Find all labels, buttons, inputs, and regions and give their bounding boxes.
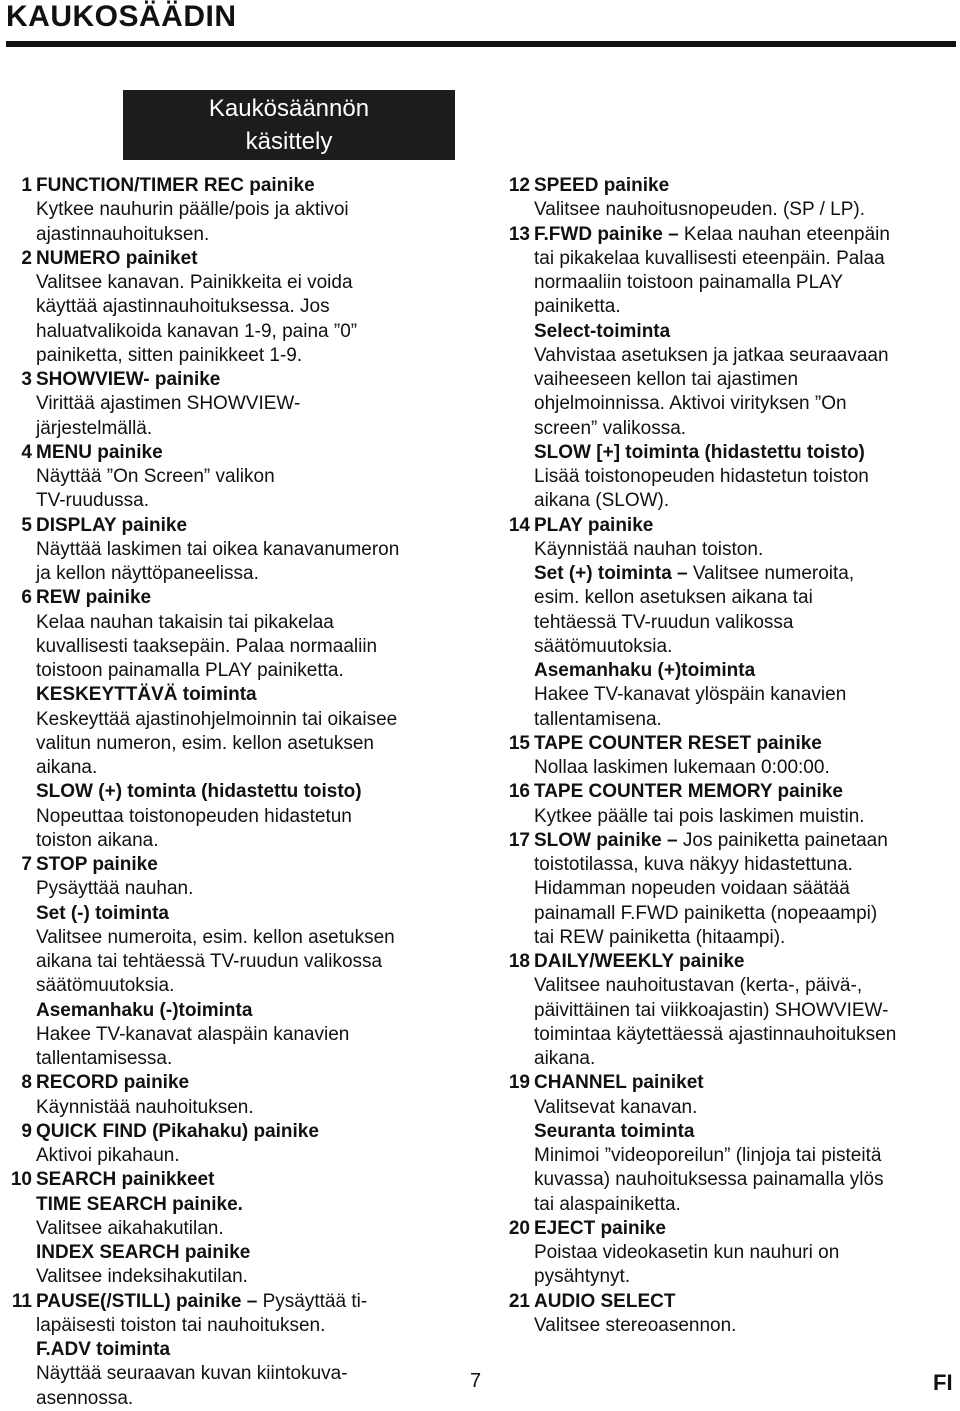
item-body [534,1071,954,1217]
body-text: Valitsee nauhoitusnopeuden. (SP / LP). [534,199,865,221]
item-text [534,805,954,829]
item-heading [534,1217,954,1241]
body-text: Valitsee kanavan. Painikkeita ei voida [36,272,353,293]
item-number: 7 [21,854,32,875]
item-text [36,1362,466,1386]
item-text [36,320,466,344]
item-text [534,1265,954,1289]
item-text [36,223,466,247]
item-body [36,1290,466,1411]
list-item [6,174,466,247]
heading-text: Asemanhaku (+)toiminta [534,660,756,681]
item-text [36,1387,466,1411]
item-text [534,1096,954,1120]
item-number: 9 [21,1120,32,1142]
item-heading [534,829,954,853]
item-text [534,271,954,295]
item-number: 15 [508,732,530,754]
section-heading-line-2: käsittely [245,128,333,155]
heading-text: FUNCTION/TIMER REC painike [36,175,315,196]
heading-text: NUMERO painiket [36,247,198,269]
item-number: 4 [21,441,32,463]
heading-text: TIME SEARCH painike. [36,1193,243,1215]
heading-text: Seuranta toiminta [534,1120,695,1142]
item-text [36,489,466,513]
body-text: Aktivoi pikahaun. [36,1145,180,1166]
body-text: Kytkee päälle tai pois laskimen muistin. [534,805,865,827]
item-body [534,829,954,950]
item-text [36,829,466,853]
item-text [534,853,954,877]
heading-text: EJECT painike [534,1217,666,1239]
body-text: toistotilassa, kuva näkyy hidastettuna. [534,854,853,875]
item-text [36,392,466,416]
body-text: Valitsee aikahakutilan. [36,1217,224,1239]
item-body [534,780,954,829]
item-text [36,465,466,489]
list-item [504,223,954,514]
item-heading [36,514,466,538]
body-text: järjestelmällä. [36,417,153,439]
body-text: screen” valikossa. [534,417,687,439]
body-text: painamall F.FWD painiketta (nopeaampi) [534,902,878,924]
item-body [534,1217,954,1290]
body-text: kuvallisesti taaksepäin. Palaa normaaliin [36,635,378,657]
item-heading [534,320,954,344]
body-text: painiketta. [534,296,621,318]
item-text [36,732,466,756]
body-text: aikana. [534,1048,596,1069]
item-number: 14 [508,514,530,536]
heading-text: REW painike [36,587,152,609]
body-text: Valitsee indeksihakutilan. [36,1266,248,1288]
heading-text: STOP painike [36,854,158,875]
body-text: normaaliin toistoon painamalla PLAY [534,272,844,293]
item-text [534,926,954,950]
item-text [36,1096,466,1120]
item-text [534,1241,954,1265]
item-text [36,635,466,659]
item-heading [534,1120,954,1144]
body-text: aikana tai tehtäessä TV-ruudun valikossa [36,951,383,972]
item-body [36,1168,466,1289]
item-number: 18 [508,951,530,972]
body-text: Käynnistää nauhan toiston. [534,538,764,560]
item-text [534,902,954,926]
item-number: 19 [508,1072,530,1094]
item-heading [534,732,954,756]
item-heading [36,1120,466,1144]
page-number: 7 [470,1370,482,1392]
item-text [534,611,954,635]
list-item [6,514,466,587]
body-text: tai alaspainiketta. [534,1193,681,1215]
item-text [36,562,466,586]
body-text: vaiheeseen kellon tai ajastimen [534,369,799,390]
item-text [36,926,466,950]
heading-text: PLAY painike [534,514,654,536]
body-text: Kelaa nauhan eteenpäin [678,223,890,245]
item-heading [534,562,954,586]
item-text [534,756,954,780]
heading-text: SHOWVIEW- painike [36,369,221,390]
item-text [534,465,954,489]
item-text [534,368,954,392]
body-text: aikana (SLOW). [534,490,670,512]
list-item [504,732,954,781]
item-body [36,368,466,441]
item-number: 17 [508,829,530,851]
body-text: Hakee TV-kanavat ylöspäin kanavien [534,684,847,706]
item-heading [534,514,954,538]
item-text [36,1217,466,1241]
item-body [36,853,466,1071]
body-text: Nopeuttaa toistonopeuden hidastetun [36,805,352,827]
heading-text: AUDIO SELECT [534,1290,676,1312]
item-text [36,877,466,901]
item-heading [534,950,954,974]
list-item [6,1290,466,1411]
item-text [36,756,466,780]
body-text: tallentamisessa. [36,1048,173,1069]
heading-text: Set (+) toiminta – [534,563,688,584]
item-body [534,950,954,1071]
list-item [6,441,466,514]
body-text: Hidamman nopeuden voidaan säätää [534,878,850,900]
body-text: Käynnistää nauhoituksen. [36,1096,254,1118]
item-body [534,732,954,781]
item-text [36,1047,466,1071]
item-number: 16 [508,781,530,803]
item-heading [36,247,466,271]
item-heading [36,780,466,804]
heading-text: SEARCH painikkeet [36,1169,215,1191]
list-item [504,829,954,950]
item-text [534,1023,954,1047]
body-text: Minimoi ”videoporeilun” (linjoja tai pisteitä [534,1145,882,1166]
list-item [6,1168,466,1289]
heading-text: DAILY/WEEKLY painike [534,951,745,972]
list-item [504,1290,954,1339]
body-text: pysähtynyt. [534,1266,631,1288]
body-text: Näyttää laskimen tai oikea kanavanumeron [36,538,400,560]
heading-text: SLOW painike – [534,829,678,851]
item-number: 10 [10,1169,32,1191]
right-column [504,174,954,1338]
body-text: asennossa. [36,1387,134,1409]
item-heading [534,1290,954,1314]
item-text [534,295,954,319]
item-text [534,586,954,610]
heading-text: DISPLAY painike [36,514,188,536]
page-title: KAUKOSÄÄDIN [6,0,237,33]
item-heading [534,1071,954,1095]
body-text: päivittäinen tai viikkoajastin) SHOWVIEW- [534,999,889,1021]
item-text [534,198,954,222]
item-text [36,271,466,295]
body-text: Poistaa videokasetin kun nauhuri on [534,1242,840,1263]
item-text [534,974,954,998]
item-text [534,1168,954,1192]
item-body [534,514,954,732]
item-text [36,805,466,829]
body-text: Valitsee numeroita, esim. kellon asetuksen [36,926,395,948]
item-heading [36,902,466,926]
item-heading [534,441,954,465]
item-body [36,514,466,587]
heading-text: KESKEYTTÄVÄ toiminta [36,684,257,706]
list-item [6,853,466,1071]
body-text: toimintaa käytettäessä ajastinnauhoituksen [534,1023,897,1045]
item-text [534,538,954,562]
item-text [534,417,954,441]
item-text [36,708,466,732]
item-number: 2 [21,247,32,269]
item-text [534,1144,954,1168]
heading-text: MENU painike [36,441,163,463]
body-text: tehtäessä TV-ruudun valikossa [534,611,794,633]
item-heading [36,368,466,392]
body-text: säätömuutoksia. [36,975,175,997]
item-heading [36,853,466,877]
list-item [6,247,466,368]
body-text: TV-ruudussa. [36,490,149,512]
body-text: Valitsee numeroita, [687,563,855,584]
body-text: tai pikakelaa kuvallisesti eteenpäin. Palaa [534,247,885,269]
item-heading [36,999,466,1023]
item-body [36,1071,466,1120]
left-column [6,174,466,1411]
body-text: kuvassa) nauhoituksessa painamalla ylös [534,1169,884,1191]
item-heading [36,441,466,465]
body-text: Lisää toistonopeuden hidastetun toiston [534,466,869,487]
list-item [6,586,466,853]
item-text [534,1314,954,1338]
item-heading [534,659,954,683]
body-text: ja kellon näyttöpaneelissa. [36,563,259,584]
item-text [36,1265,466,1289]
list-item [504,514,954,732]
body-text: Pysäyttää ti- [257,1290,368,1312]
item-heading [36,1338,466,1362]
item-text [36,950,466,974]
body-text: Kytkee nauhurin päälle/pois ja aktivoi [36,199,349,221]
item-text [36,1314,466,1338]
item-text [534,708,954,732]
item-heading [36,1290,466,1314]
body-text: Valitsee stereoasennon. [534,1314,737,1336]
item-text [534,635,954,659]
item-number: 8 [21,1072,32,1094]
body-text: Hakee TV-kanavat alaspäin kanavien [36,1023,350,1045]
item-body [36,441,466,514]
item-text [534,344,954,368]
item-text [36,1023,466,1047]
heading-text: CHANNEL painiket [534,1072,704,1094]
list-item [6,1120,466,1169]
item-number: 1 [21,175,32,196]
item-text [534,392,954,416]
heading-text: RECORD painike [36,1072,190,1094]
body-text: toiston aikana. [36,829,159,851]
heading-text: Asemanhaku (-)toiminta [36,999,253,1021]
heading-text: PAUSE(/STILL) painike – [36,1290,258,1312]
heading-text: SPEED painike [534,175,670,196]
item-text [534,1047,954,1071]
item-number: 6 [21,587,32,609]
item-text [534,877,954,901]
body-text: Virittää ajastimen SHOWVIEW- [36,393,301,415]
body-text: Näyttää ”On Screen” valikon [36,466,275,487]
item-heading [534,174,954,198]
body-text: Valitsee nauhoitustavan (kerta-, päivä-, [534,975,863,997]
item-text [36,974,466,998]
body-text: Kelaa nauhan takaisin tai pikakelaa [36,611,334,633]
body-text: painiketta, sitten painikkeet 1-9. [36,344,303,366]
heading-text: Set (-) toiminta [36,902,169,924]
body-text: ohjelmoinnissa. Aktivoi virityksen ”On [534,393,847,415]
item-heading [36,174,466,198]
body-text: toistoon painamalla PLAY painiketta. [36,660,344,681]
body-text: valitun numeron, esim. kellon asetuksen [36,732,374,754]
item-body [534,223,954,514]
item-heading [36,1071,466,1095]
heading-text: SLOW (+) tominta (hidastettu toisto) [36,781,362,803]
item-text [36,198,466,222]
item-number: 12 [508,175,530,196]
item-number: 21 [508,1290,530,1312]
body-text: lapäisesti toiston tai nauhoituksen. [36,1314,326,1336]
item-text [534,1193,954,1217]
body-text: Valitsevat kanavan. [534,1096,698,1118]
heading-text: TAPE COUNTER MEMORY painike [534,781,843,803]
item-number: 11 [11,1290,32,1312]
item-text [36,1144,466,1168]
list-item [504,174,954,223]
item-body [36,586,466,853]
item-body [36,174,466,247]
item-text [36,659,466,683]
item-number: 3 [21,369,32,390]
body-text: Vahvistaa asetuksen ja jatkaa seuraavaan [534,344,889,366]
body-text: ajastinnauhoituksen. [36,223,210,245]
item-text [534,489,954,513]
heading-text: SLOW [+] toiminta (hidastettu toisto) [534,441,865,463]
item-text [534,683,954,707]
body-text: tai REW painiketta (hitaampi). [534,926,786,948]
item-text [36,538,466,562]
item-heading [534,223,954,247]
list-item [504,950,954,1071]
item-body [534,174,954,223]
item-text [36,417,466,441]
item-heading [534,780,954,804]
list-item [504,780,954,829]
list-item [6,1071,466,1120]
section-heading-line-1: Kaukösäännön [208,95,370,122]
body-text: Nollaa laskimen lukemaan 0:00:00. [534,757,830,778]
body-text: aikana. [36,757,98,778]
heading-text: F.FWD painike – [534,223,679,245]
item-number: 13 [508,223,530,245]
body-text: tallentamisena. [534,708,662,730]
heading-text: F.ADV toiminta [36,1339,171,1360]
item-heading [36,1168,466,1192]
item-number: 20 [508,1217,530,1239]
body-text: Näyttää seuraavan kuvan kiintokuva- [36,1363,348,1385]
body-text: Jos painiketta painetaan [677,829,888,851]
heading-text: QUICK FIND (Pikahaku) painike [36,1120,319,1142]
item-heading [36,1193,466,1217]
heading-text: Select-toiminta [534,320,671,342]
item-body [36,1120,466,1169]
heading-text: INDEX SEARCH painike [36,1242,251,1263]
item-text [36,611,466,635]
list-item [504,1071,954,1217]
language-code: FI [933,1370,953,1395]
body-text: haluatvalikoida kanavan 1-9, paina ”0” [36,320,358,342]
body-text: käyttää ajastinnauhoituksessa. Jos [36,296,330,318]
item-heading [36,586,466,610]
item-number: 5 [21,514,32,536]
body-text: Keskeyttää ajastinohjelmoinnin tai oikaisee [36,708,398,730]
item-body [534,1290,954,1339]
item-text [534,247,954,271]
item-text [36,344,466,368]
item-heading [36,1241,466,1265]
item-heading [36,683,466,707]
item-text [36,295,466,319]
title-rule [6,41,956,47]
item-text [534,999,954,1023]
body-text: säätömuutoksia. [534,635,673,657]
list-item [6,368,466,441]
body-text: Pysäyttää nauhan. [36,878,194,900]
list-item [504,1217,954,1290]
body-text: esim. kellon asetuksen aikana tai [534,587,813,609]
section-heading [123,90,455,160]
item-body [36,247,466,368]
heading-text: TAPE COUNTER RESET painike [534,732,822,754]
